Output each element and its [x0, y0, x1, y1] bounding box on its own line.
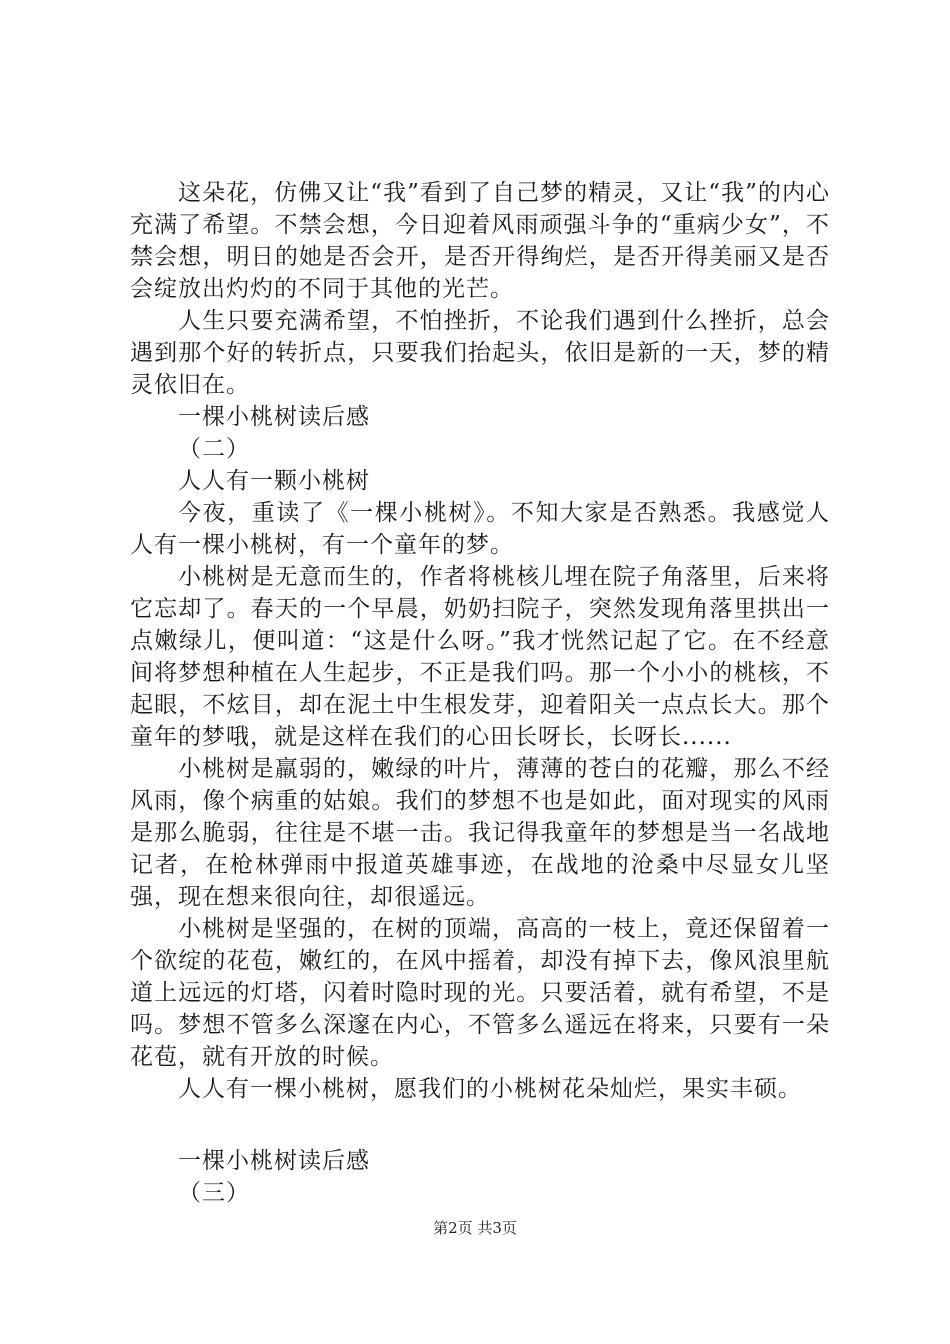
page-number: 第2页 共3页 [433, 1219, 517, 1237]
section-title: 一棵小桃树读后感 [178, 404, 370, 430]
paragraph: 这朵花，仿佛又让“我”看到了自己梦的精灵，又让“我”的内心充满了希望。不禁会想，今日迎着风雨顽强斗争的“重病少女”，不禁会想，明日的她是否会开，是否开得绚烂，是否开得美丽又是否会绽放出灼灼的不同于其他的光芒。 [130, 180, 830, 302]
paragraph: 人人有一棵小桃树，愿我们的小桃树花朵灿烂，果实丰硕。 [178, 1076, 802, 1102]
paragraph: 小桃树是坚强的，在树的顶端，高高的一枝上，竟还保留着一个欲绽的花苞，嫩红的，在风中摇着，却没有掉下去，像风浪里航道上远远的灯塔，闪着时隐时现的光。只要活着，就有希望，不是吗。梦想不管多么深邃在内心，不管多么遥远在将来，只要有一朵花苞，就有开放的时候。 [130, 916, 830, 1070]
paragraph: 今夜，重读了《一棵小桃树》。不知大家是否熟悉。我感觉人人有一棵小桃树，有一个童年的梦。 [130, 500, 830, 558]
section-number: （二） [178, 436, 250, 462]
document-body [130, 177, 830, 1209]
article-title: 人人有一颗小桃树 [178, 468, 370, 494]
paragraph: 小桃树是羸弱的，嫩绿的叶片，薄薄的苍白的花瓣，那么不经风雨，像个病重的姑娘。我们的梦想不也是如此，面对现实的风雨是那么脆弱，往往是不堪一击。我记得我童年的梦想是当一名战地记者，在枪林弹雨中报道英雄事迹，在战地的沧桑中尽显女儿坚强，现在想来很向往，却很遥远。 [130, 756, 830, 910]
paragraph: 小桃树是无意而生的，作者将桃核儿埋在院子角落里，后来将它忘却了。春天的一个早晨，奶奶扫院子，突然发现角落里拱出一点嫩绿儿，便叫道：“这是什么呀。”我才恍然记起了它。在不经意间将梦想种植在人生起步，不正是我们吗。那一个小小的桃核，不起眼，不炫目，却在泥土中生根发芽，迎着阳关一点点长大。那个童年的梦哦，就是这样在我们的心田长呀长，长呀长...... [130, 564, 830, 750]
page-footer [0, 1218, 950, 1238]
paragraph: 人生只要充满希望，不怕挫折，不论我们遇到什么挫折，总会遇到那个好的转折点，只要我们抬起头，依旧是新的一天，梦的精灵依旧在。 [130, 308, 830, 398]
section-title: 一棵小桃树读后感 [178, 1148, 370, 1174]
section-number: （三） [178, 1180, 250, 1206]
